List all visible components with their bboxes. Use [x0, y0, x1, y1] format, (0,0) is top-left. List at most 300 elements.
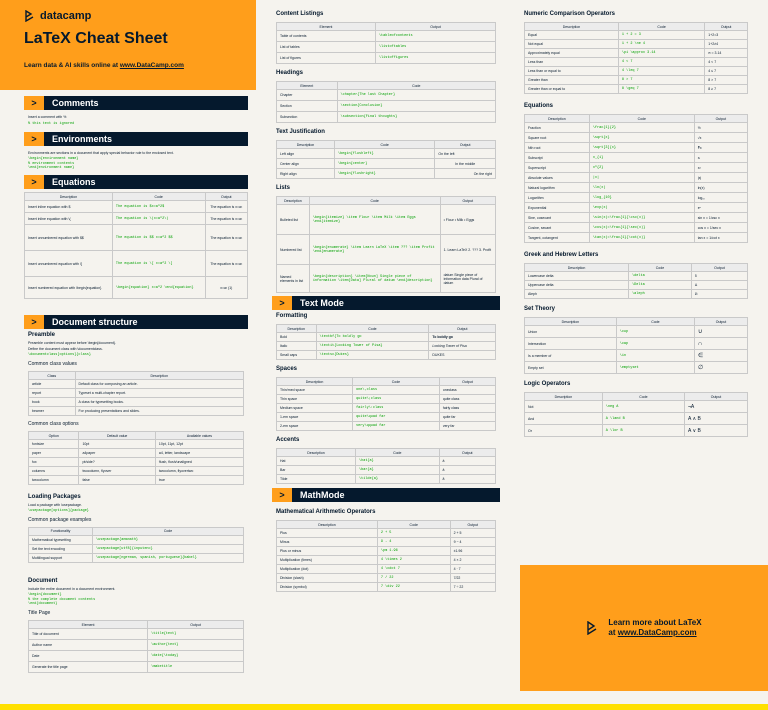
table-row: [525, 401, 748, 413]
table-row: [525, 193, 748, 203]
cell: quite class: [439, 395, 495, 404]
cell-code: \ln(x): [589, 183, 694, 193]
cell: 4 · 7: [450, 565, 495, 574]
cell: Tilde: [277, 475, 356, 484]
cell-code: \begin{equation} x=a^2 \end{equation}: [112, 277, 205, 299]
lists-heading: Lists: [276, 185, 291, 191]
cell: Uppercase delta: [525, 281, 629, 290]
cell: Division (symbol): [277, 583, 378, 592]
cell: Insert inline equation with $: [25, 201, 113, 213]
cell: The equation is x=a²: [205, 225, 247, 251]
cell: Bold: [277, 333, 317, 342]
cell: Multiplication (dot): [277, 565, 378, 574]
settheory-table: [524, 317, 748, 374]
cell: fontsize: [29, 440, 79, 449]
table-header: Code: [353, 378, 440, 386]
datacamp-logo[interactable]: [24, 10, 232, 22]
cell: ∈: [695, 350, 748, 362]
cta-text: [608, 618, 701, 639]
cell-code: \begin{center}: [334, 159, 434, 169]
content-heading: Content Listings: [276, 11, 324, 17]
table-row: [277, 53, 496, 64]
cell: 2-em space: [277, 422, 353, 431]
table-header: Output: [439, 449, 495, 457]
cell: ∩: [695, 338, 748, 350]
cell: Plus: [277, 529, 378, 538]
comments-code: % this text is ignored: [28, 121, 75, 126]
cell: Center align: [277, 159, 335, 169]
table-header: Output: [695, 318, 748, 326]
cell: Bulleted list: [277, 205, 310, 235]
table-header: Description: [525, 264, 629, 272]
table-row: [525, 49, 748, 58]
cell: The equation is x=a²: [205, 251, 247, 277]
cell: Or: [525, 425, 603, 437]
table-header: Code: [629, 264, 692, 272]
headings-table: [276, 81, 496, 123]
arrow-icon: >: [24, 96, 44, 110]
arrow-icon: >: [24, 175, 44, 189]
table-row: [29, 651, 244, 662]
cell: Typeset a multi-chapter report.: [75, 389, 243, 398]
cell: paper: [29, 449, 79, 458]
table-header: Output: [691, 264, 747, 272]
cell: ã: [439, 475, 495, 484]
classes-table: [28, 371, 244, 416]
equations2-table: [524, 114, 748, 243]
greek-box: [520, 249, 752, 299]
table-header: Output: [435, 141, 496, 149]
accents-table-wrap: [276, 448, 496, 484]
table-row: [277, 404, 496, 413]
cell-code: \begin{itemize} \item Flour \item Milk \item Eggs \end{itemize}: [309, 205, 440, 235]
cell: Subscript: [525, 153, 590, 163]
cell: Author name: [29, 640, 148, 651]
table-header: Description: [277, 325, 317, 333]
datacamp-logo-icon: [24, 10, 36, 22]
cell-code: \cup: [616, 326, 694, 338]
table-row: [525, 76, 748, 85]
cell-code: \neg A: [602, 401, 684, 413]
textjust-table-wrap: [276, 140, 496, 179]
cell: book: [29, 398, 76, 407]
cell-code: 4 < 7: [618, 58, 704, 67]
preamble-text: Define the document class with \documentclass.: [28, 347, 103, 352]
cell: ¬A: [685, 401, 748, 413]
table-header: Code: [334, 141, 434, 149]
subtitle: [24, 62, 232, 69]
cell: √x: [694, 133, 747, 143]
cell-code: one\,class: [353, 386, 440, 395]
arrow-icon: >: [24, 315, 44, 329]
table-header: Code: [316, 325, 429, 333]
headings-box: [272, 67, 500, 123]
logic-table: [524, 392, 748, 437]
cell-code: very\qquad far: [353, 422, 440, 431]
table-row: [277, 466, 496, 475]
brand-name: datacamp: [40, 10, 92, 22]
cell: A class for typesetting books.: [75, 398, 243, 407]
cell-code: \chapter{The last Chapter}: [337, 90, 496, 101]
spaces-table: [276, 377, 496, 431]
table-row: [525, 233, 748, 243]
cell: |x|: [694, 173, 747, 183]
table-header: Element: [277, 23, 376, 31]
cell: Equal: [525, 31, 619, 40]
cell-code: \aleph: [629, 290, 692, 299]
cell-code: \emptyset: [616, 362, 694, 374]
table-row: [525, 281, 748, 290]
cell: Title of document: [29, 629, 148, 640]
cell: flush, flush/unaligned: [155, 458, 243, 467]
table-row: [277, 422, 496, 431]
cell-code: \usepackage[ngerman, spanish, portuguese]{babel}: [93, 553, 244, 562]
spaces-box: [272, 363, 500, 431]
cell: Plus or minus: [277, 547, 378, 556]
cell-code: The equation is $$ x=a^2 $$: [112, 225, 205, 251]
classes-heading: Common class values: [28, 361, 77, 368]
cell: Nth root: [525, 143, 590, 153]
titlepage-table-wrap: [28, 620, 244, 673]
cell: very far: [439, 422, 495, 431]
table-row: [25, 277, 248, 299]
datacamp-logo-icon: [586, 621, 600, 635]
cell: 10pt: [79, 440, 155, 449]
section-title: Equations: [52, 177, 96, 188]
preamble-heading: Preamble: [28, 332, 56, 339]
formatting-heading: Formatting: [276, 313, 308, 319]
comments-block: [24, 110, 248, 132]
cell-code: \textit{Looking Tower of Pisa}: [316, 342, 429, 351]
loading-table: [28, 527, 244, 563]
cell-code: \bar{a}: [356, 466, 440, 475]
code-line: % environment contents: [28, 161, 75, 166]
cell: article: [29, 380, 76, 389]
cell: Insert unnumbered equation with \[: [25, 251, 113, 277]
cell: List of tables: [277, 42, 376, 53]
cell-code: \cos(x)=\frac{1}{\sec(x)}: [589, 223, 694, 233]
cell: sin x = 1/csc x: [694, 213, 747, 223]
matharith-table-wrap: [276, 520, 496, 592]
formatting-table-wrap: [276, 324, 496, 360]
cell-code: \tableofcontents: [375, 31, 495, 42]
environments-block: [24, 146, 248, 176]
cell-code: 2 + 5: [377, 529, 450, 538]
arrow-icon: >: [272, 488, 292, 502]
cell: 8 > 7: [705, 76, 748, 85]
equations2-heading: Equations: [524, 103, 554, 109]
table-header: Output: [439, 378, 495, 386]
cell: Insert inline equation with \(: [25, 213, 113, 225]
section-comments: [24, 96, 248, 110]
table-header: Code: [589, 115, 694, 123]
table-row: [525, 272, 748, 281]
cta-line1: Learn more about LaTeX: [608, 617, 702, 627]
cell: Left align: [277, 149, 335, 159]
section-environments: [24, 132, 248, 146]
table-row: [277, 42, 496, 53]
cell-code: \Delta: [629, 281, 692, 290]
cell-code: \subsection{Final thoughts}: [337, 112, 496, 123]
subtitle-prefix: Learn data & AI skills online at: [24, 62, 119, 69]
table-row: [29, 380, 244, 389]
cell: The equation is x=a²: [205, 213, 247, 225]
cell-code: \textbf{To boldly go: [316, 333, 429, 342]
code-line: \begin{document}: [28, 592, 62, 597]
table-header: Code: [618, 23, 704, 31]
table-row: [277, 205, 496, 235]
table-header: Code: [356, 449, 440, 457]
equations2-table-wrap: [524, 114, 748, 243]
cell-code: \delta: [629, 272, 692, 281]
cell: Lowercase delta: [525, 272, 629, 281]
table-row: [29, 407, 244, 416]
table-row: [525, 338, 748, 350]
subtitle-link[interactable]: www.DataCamp.com: [119, 62, 184, 69]
cell: 7/22: [450, 574, 495, 583]
matharith-table: [276, 520, 496, 592]
equations-block: [24, 189, 248, 305]
cell: And: [525, 413, 603, 425]
numcomp-table: [524, 22, 748, 94]
table-header: Code: [112, 193, 205, 201]
options-heading: Common class options: [28, 421, 79, 428]
cell: pt/side?: [79, 458, 155, 467]
cell: Medium space: [277, 404, 353, 413]
cell-code: \pi \approx 3.14: [618, 49, 704, 58]
table-header: Description: [277, 521, 378, 529]
cell: Hat: [277, 457, 356, 466]
cell-code: \begin{flushright}: [334, 169, 434, 179]
section-equations: [24, 175, 248, 189]
cell: Thin/med space: [277, 386, 353, 395]
table-row: [525, 203, 748, 213]
greek-table-wrap: [524, 263, 748, 299]
cell: eˣ: [694, 203, 747, 213]
cell: Absolute values: [525, 173, 590, 183]
cell: ∅: [695, 362, 748, 374]
cell: On the left: [435, 149, 496, 159]
cell: Square root: [525, 133, 590, 143]
section-mathmode: [272, 488, 500, 502]
cell-code: \in: [616, 350, 694, 362]
table-row: [277, 265, 496, 293]
cell: A ∧ B: [685, 413, 748, 425]
table-header: Description: [525, 23, 619, 31]
spaces-table-wrap: [276, 377, 496, 431]
cell: fox: [29, 458, 79, 467]
cell: Mathematical typesetting: [29, 535, 93, 544]
options-table: [28, 431, 244, 485]
cell: quite far: [439, 413, 495, 422]
table-row: [29, 544, 244, 553]
table-row: [525, 326, 748, 338]
code-line: \begin{environment name}: [28, 156, 79, 161]
table-header: Class: [29, 372, 76, 380]
cell: Multiplication (times): [277, 556, 378, 565]
table-row: [277, 235, 496, 265]
cell-code: 9 - 4: [377, 538, 450, 547]
cell: Fraction: [525, 123, 590, 133]
cell: Greater than or equal to: [525, 85, 619, 94]
preamble-box: [24, 329, 248, 485]
formatting-table: [276, 324, 496, 360]
cell: π ≈ 3.14: [705, 49, 748, 58]
cell: Cosine, secant: [525, 223, 590, 233]
titlepage-heading: Title Page: [28, 610, 51, 617]
table-header: Code: [309, 197, 440, 205]
table-header: Functionality: [29, 527, 93, 535]
table-header: Description: [277, 378, 353, 386]
cell-code: 1 + 2 \ne 4: [618, 40, 704, 49]
table-row: [525, 413, 748, 425]
loading-table-wrap: [28, 527, 244, 563]
cell: Aleph: [525, 290, 629, 299]
table-row: [525, 213, 748, 223]
cell: Chapter: [277, 90, 338, 101]
cell: twocolumn, flyover: [79, 467, 155, 476]
table-row: [277, 395, 496, 404]
table-row: [277, 547, 496, 556]
loading-subheading: Common package examples: [28, 516, 92, 523]
cell: Minus: [277, 538, 378, 547]
cell-code: \maketitle: [148, 662, 244, 673]
table-header: Output: [375, 23, 495, 31]
cell-code: \sqrt[3]{x}: [589, 143, 694, 153]
classes-table-wrap: [28, 371, 244, 416]
cell: 2 + 5: [450, 529, 495, 538]
table-row: [29, 662, 244, 673]
cell: Section: [277, 101, 338, 112]
cell: 8 ≥ 7: [705, 85, 748, 94]
table-row: [277, 342, 496, 351]
table-header: Element: [29, 621, 148, 629]
cell-code: \pm 1.96: [377, 547, 450, 556]
cell-code: \begin{flushleft}: [334, 149, 434, 159]
cell-code: \sin(x)=\frac{1}{\csc(x)}: [589, 213, 694, 223]
table-header: Description: [525, 318, 617, 326]
section-title: Text Mode: [300, 298, 344, 308]
cell: For producing presentations and slides.: [75, 407, 243, 416]
table-row: [525, 67, 748, 76]
cell: false: [79, 476, 155, 485]
cell: ln(x): [694, 183, 747, 193]
cell: Subsection: [277, 112, 338, 123]
cell: Looking Tower of Pisa: [429, 342, 496, 351]
textjust-box: [272, 126, 500, 179]
cell: ā: [439, 466, 495, 475]
cell-code: The equation is $x=a^2$: [112, 201, 205, 213]
table-row: [25, 225, 248, 251]
content-table-wrap: [276, 22, 496, 64]
section-document-structure: [24, 315, 248, 329]
table-row: [525, 85, 748, 94]
table-header: Default value: [79, 432, 155, 440]
accents-table: [276, 448, 496, 484]
cell: ℵ: [691, 290, 747, 299]
table-row: [277, 386, 496, 395]
cell-code: \usepackage[utf8]{inputenc}: [93, 544, 244, 553]
table-row: [25, 251, 248, 277]
cell: Is a member of: [525, 350, 617, 362]
cell-code: quite\;class: [353, 395, 440, 404]
cell-code: \usepackage{amsmath}: [93, 535, 244, 544]
table-row: [29, 398, 244, 407]
cell: Table of contents: [277, 31, 376, 42]
table-row: [277, 413, 496, 422]
cell: 7 ÷ 22: [450, 583, 495, 592]
table-row: [277, 169, 496, 179]
cell-code: 7 / 22: [377, 574, 450, 583]
section-title: Comments: [52, 98, 99, 108]
cell-code: 8 > 7: [618, 76, 704, 85]
table-row: [277, 90, 496, 101]
arrow-icon: >: [272, 296, 292, 310]
table-row: [29, 629, 244, 640]
cell-code: \tan(x)=\frac{1}{\cot(x)}: [589, 233, 694, 243]
table-row: [525, 223, 748, 233]
lists-table-wrap: [276, 196, 496, 293]
cell: Italic: [277, 342, 317, 351]
cell: ½: [694, 123, 747, 133]
content-listings-box: [272, 8, 500, 64]
cell-code: \tilde{a}: [356, 475, 440, 484]
cell: δ: [691, 272, 747, 281]
table-row: [277, 31, 496, 42]
table-row: [29, 458, 244, 467]
cell-code: x^{2}: [589, 163, 694, 173]
cell-code: \author{text}: [148, 640, 244, 651]
cell: true: [155, 476, 243, 485]
cell: Insert unnumbered equation with $$: [25, 225, 113, 251]
cell: a4, letter, landscape: [155, 449, 243, 458]
settheory-box: [520, 303, 752, 374]
cell-code: \exp(x): [589, 203, 694, 213]
cell-code: \sqrt{x}: [589, 133, 694, 143]
cell-code: \begin{enumerate} \item Learn LaTeX \item ??? \item Profit \end{enumerate}: [309, 235, 440, 265]
table-header: Output: [205, 193, 247, 201]
table-header: Code: [602, 393, 684, 401]
cell: Exponential: [525, 203, 590, 213]
cell-code: \textsc{Dukes}: [316, 351, 429, 360]
cell: A ∨ B: [685, 425, 748, 437]
titlepage-table: [28, 620, 244, 673]
table-header: Element: [277, 82, 338, 90]
bottom-strip: [0, 704, 768, 710]
cell: • Flour • Milk • Eggs: [440, 205, 495, 235]
greek-heading: Greek and Hebrew Letters: [524, 252, 599, 258]
cell: Not: [525, 401, 603, 413]
table-row: [29, 467, 244, 476]
table-header: Description: [525, 393, 603, 401]
accents-box: [272, 434, 500, 484]
cta-link[interactable]: www.DataCamp.com: [617, 628, 697, 637]
section-title: Environments: [52, 133, 113, 144]
table-row: [525, 153, 748, 163]
cell: 1+2≠4: [705, 40, 748, 49]
cell: 4 × 2: [450, 556, 495, 565]
table-header: Code: [616, 318, 694, 326]
cell: Logarithm: [525, 193, 590, 203]
document-heading: Document: [28, 577, 58, 584]
settheory-table-wrap: [524, 317, 748, 374]
cta-banner[interactable]: [520, 565, 768, 691]
table-header: Code: [337, 82, 496, 90]
page-title: LaTeX Cheat Sheet: [24, 30, 168, 47]
column-right: [520, 8, 768, 440]
lists-box: [272, 182, 500, 293]
logic-heading: Logic Operators: [524, 381, 571, 387]
